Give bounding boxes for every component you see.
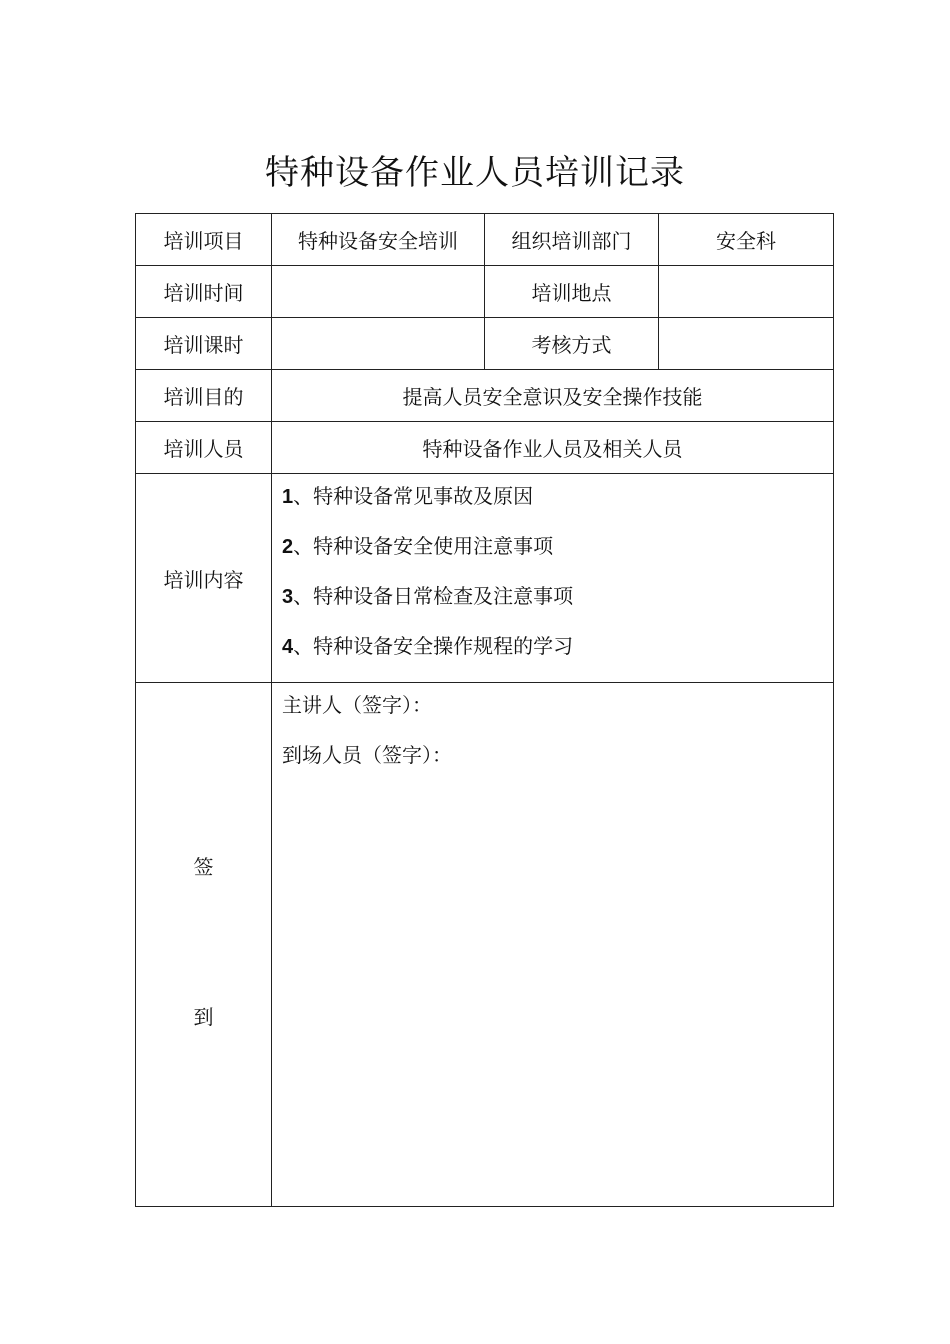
signin-label <box>136 683 272 1207</box>
org-value[interactable]: 安全科 <box>659 214 834 266</box>
place-value[interactable] <box>659 266 834 318</box>
content-item: 3、特种设备日常检查及注意事项 <box>282 584 574 608</box>
hours-value[interactable] <box>272 318 485 370</box>
content-item: 2、特种设备安全使用注意事项 <box>282 534 554 558</box>
table-row <box>136 422 834 474</box>
table-row <box>136 683 834 1207</box>
table-row <box>136 266 834 318</box>
table-row <box>136 214 834 266</box>
training-record-table <box>135 213 834 1207</box>
place-label: 培训地点 <box>485 266 659 318</box>
document-title: 特种设备作业人员培训记录 <box>265 153 685 193</box>
purpose-value[interactable]: 提高人员安全意识及安全操作技能 <box>272 370 834 422</box>
content-item: 4、特种设备安全操作规程的学习 <box>282 634 574 658</box>
signin-label-top: 签 <box>193 855 214 879</box>
purpose-label: 培训目的 <box>136 370 272 422</box>
content-label: 培训内容 <box>136 474 272 683</box>
signin-label-bottom: 到 <box>193 1005 214 1029</box>
org-label: 组织培训部门 <box>485 214 659 266</box>
people-label: 培训人员 <box>136 422 272 474</box>
content-value[interactable] <box>272 474 834 683</box>
people-value[interactable]: 特种设备作业人员及相关人员 <box>272 422 834 474</box>
hours-label: 培训课时 <box>136 318 272 370</box>
time-label: 培训时间 <box>136 266 272 318</box>
time-value[interactable] <box>272 266 485 318</box>
attendees-signature-label: 到场人员（签字）： <box>282 743 452 767</box>
table-row <box>136 370 834 422</box>
table-row <box>136 318 834 370</box>
assess-label: 考核方式 <box>485 318 659 370</box>
table-row <box>136 474 834 683</box>
speaker-signature-label: 主讲人（签字）： <box>282 693 432 717</box>
content-item: 1、特种设备常见事故及原因 <box>282 484 534 508</box>
project-label: 培训项目 <box>136 214 272 266</box>
signin-area[interactable] <box>272 683 834 1207</box>
project-value[interactable]: 特种设备安全培训 <box>272 214 485 266</box>
assess-value[interactable] <box>659 318 834 370</box>
